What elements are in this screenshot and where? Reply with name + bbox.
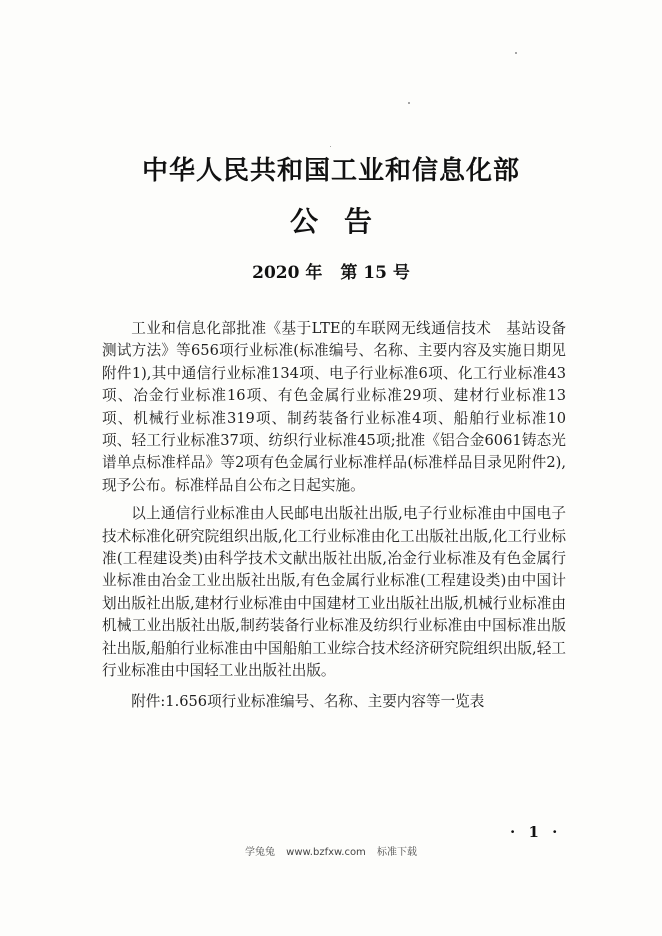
footer-tagline: 标准下载 [377, 847, 417, 858]
scan-speck [330, 146, 331, 147]
ministry-title: 中华人民共和国工业和信息化部 [141, 156, 520, 186]
notice-body [102, 318, 566, 713]
attachment-line: 附件:1.656项行业标准编号、名称、主要内容等一览表 [131, 692, 485, 710]
notice-issue: 第 15 号 [340, 263, 410, 283]
footer-url[interactable]: www.bzfxw.com [286, 847, 366, 858]
page-number: · 1 · [510, 823, 562, 841]
footer-site-name: 学兔兔 [244, 847, 275, 858]
body-paragraph-2: 以上通信行业标准由人民邮电出版社出版,电子行业标准由中国电子技术标准化研究院组织出版,化工行业标准由化工出版社出版,化工行业标准(工程建设类)由科学技术文献出版社出版,冶金行业标准及有色金属行业标准由冶金工业出版社出版,有色金属行业标准(工程建设类)由中国计划出版社出版,建材行业标准由中国建材工业出版社出版,机械行业标准由机械工业出版社出版,制药装备行业标准及纺织行业标准由中国标准出版社出版,船舶行业标准由中国船舶工业综合技术经济研究院组织出版,轻工行业标准由中国轻工业出版社出版。 [102, 505, 566, 680]
scan-speck [408, 102, 410, 104]
body-paragraph-1: 工业和信息化部批准《基于LTE的车联网无线通信技术 基站设备测试方法》等656项行业标准(标准编号、名称、主要内容及实施日期见附件1),其中通信行业标准134项、电子行业标准6项、化工行业标准43项、冶金行业标准16项、有色金属行业标准29项、建材行业标准13项、机械行业标准319项、制药装备行业标准4项、船舶行业标准10项、轻工行业标准37项、纺织行业标准45项;批准《铝合金6061铸态光谱单点标准样品》等2项有色金属行业标准样品(标准样品目录见附件2),现予公布。标准样品自公布之日起实施。 [102, 320, 566, 494]
footer-watermark [0, 843, 662, 858]
notice-number [0, 258, 662, 283]
scan-speck [515, 52, 517, 54]
notice-year: 2020 年 [252, 263, 323, 283]
notice-title: 公告 [289, 205, 398, 238]
